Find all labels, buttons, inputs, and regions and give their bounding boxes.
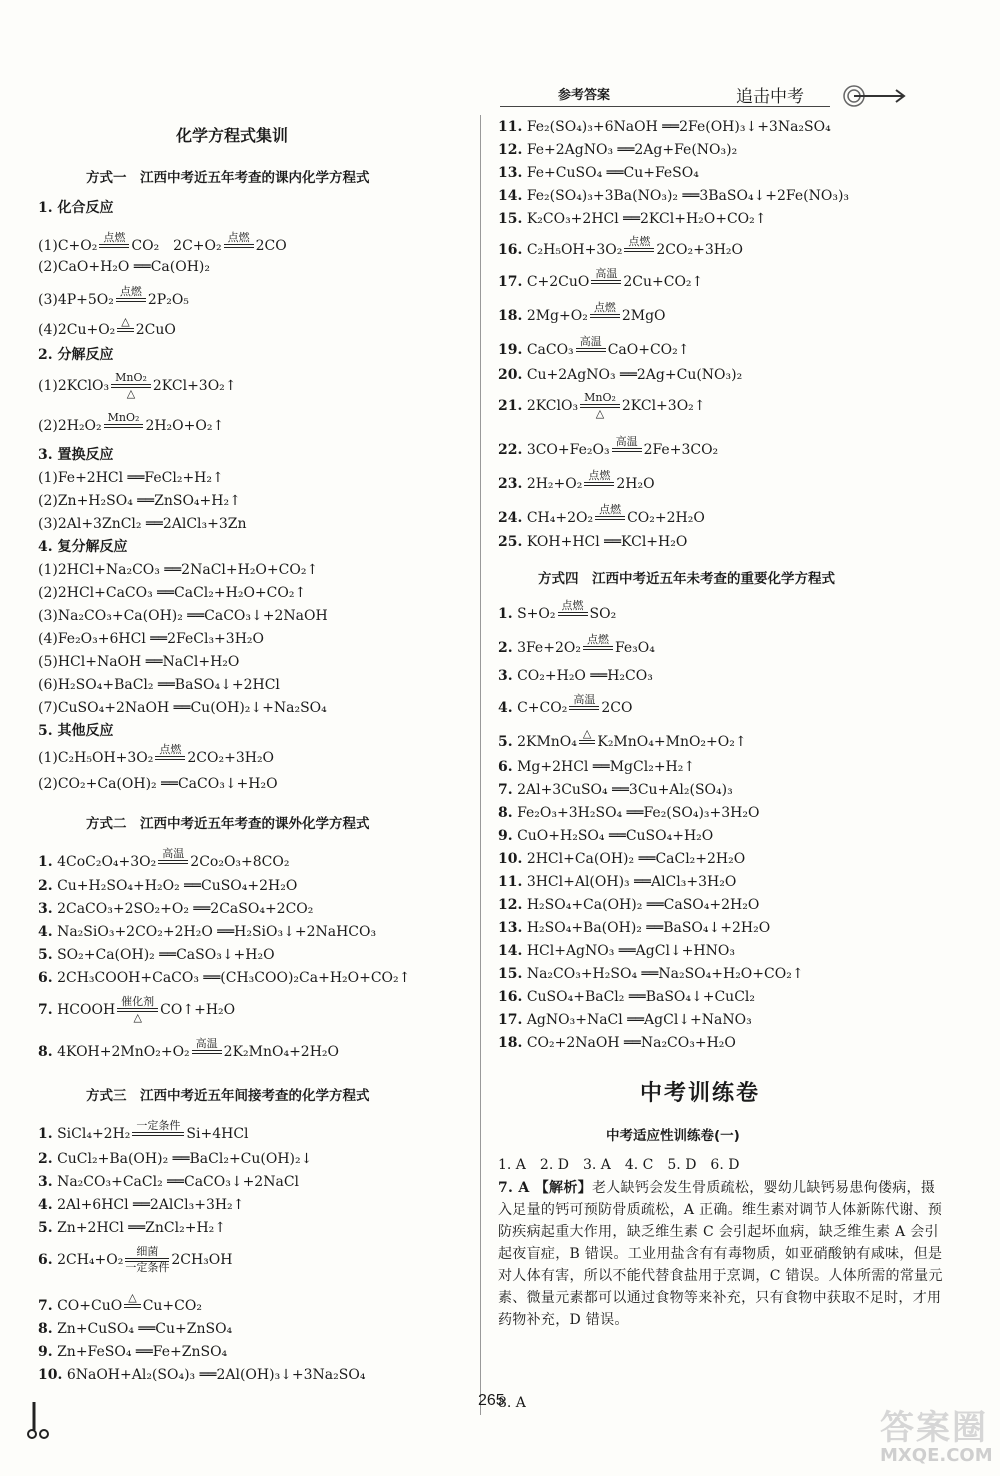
section-title: 化学方程式集训: [176, 126, 289, 145]
header-label: 参考答案: [558, 88, 611, 103]
equation: 8. 4KOH+2MnO₂+O₂ 高温 2K₂MnO₄+2H₂O: [38, 1037, 340, 1060]
equation: (1)Fe+2HCl ══FeCl₂+H₂↑: [38, 470, 224, 486]
equation: (1)2KClO₃ MnO₂ △ 2KCl+3O₂↑: [38, 371, 237, 400]
equation: 23. 2H₂+O₂ 点燃 2H₂O: [498, 469, 655, 492]
equation: 18. CO₂+2NaOH ══Na₂CO₃+H₂O: [498, 1035, 736, 1051]
subheading-displacement: 3. 置换反应: [38, 447, 114, 463]
equation: 7. 2Al+3CuSO₄ ══3Cu+Al₂(SO₄)₃: [498, 782, 733, 798]
subheading-decomposition: 2. 分解反应: [38, 347, 114, 363]
equation: 4. C+CO₂ 高温 2CO: [498, 693, 633, 716]
equation: (5)HCl+NaOH ══NaCl+H₂O: [38, 654, 240, 670]
equation: 3. Na₂CO₃+CaCl₂ ══CaCO₃↓+2NaCl: [38, 1174, 300, 1190]
equation: 10. 2HCl+Ca(OH)₂ ══CaCl₂+2H₂O: [498, 851, 746, 867]
header-brand: 追击中考: [736, 87, 804, 107]
equation: (3)4P+5O₂ 点燃 2P₂O₅: [38, 285, 189, 308]
answer-8: 8. A: [498, 1395, 526, 1411]
equation: 17. C+2CuO 高温 2Cu+CO₂↑: [498, 267, 704, 290]
equation: 6. Mg+2HCl ══MgCl₂+H₂↑: [498, 759, 696, 775]
equation: (6)H₂SO₄+BaCl₂ ══BaSO₄↓+2HCl: [38, 677, 280, 693]
equation: 6. 2CH₃COOH+CaCO₃ ══(CH₃COO)₂Ca+H₂O+CO₂↑: [38, 970, 411, 986]
equation: (1)C+O₂ 点燃 CO₂ 2C+O₂ 点燃 2CO: [38, 231, 287, 254]
equation: 14. HCl+AgNO₃ ══AgCl↓+HNO₃: [498, 943, 735, 959]
equation: 8. Zn+CuSO₄ ══Cu+ZnSO₄: [38, 1321, 233, 1337]
method-3-heading: 方式三 江西中考近五年间接考查的化学方程式: [86, 1088, 370, 1104]
equation: 15. K₂CO₃+2HCl ══2KCl+H₂O+CO₂↑: [498, 211, 767, 227]
equation: 10. 6NaOH+Al₂(SO₄)₃ ══2Al(OH)₃↓+3Na₂SO₄: [38, 1367, 366, 1383]
equation: 3. CO₂+H₂O ══H₂CO₃: [498, 668, 653, 684]
equation: (2)2H₂O₂ MnO₂ 2H₂O+O₂↑: [38, 411, 225, 434]
equation: 21. 2KClO₃ MnO₂ △ 2KCl+3O₂↑: [498, 391, 706, 420]
equation: 12. Fe+2AgNO₃ ══2Ag+Fe(NO₃)₂: [498, 142, 738, 158]
method-2-heading: 方式二 江西中考近五年考查的课外化学方程式: [86, 816, 370, 832]
equation: 5. Zn+2HCl ══ZnCl₂+H₂↑: [38, 1220, 226, 1236]
equation: 5. SO₂+Ca(OH)₂ ══CaSO₃↓+H₂O: [38, 947, 275, 963]
page-number: 265: [478, 1392, 505, 1409]
watermark-text: 答案圈: [880, 1408, 988, 1448]
equation: (4)Fe₂O₃+6HCl ══2FeCl₃+3H₂O: [38, 631, 264, 647]
equation: (3)2Al+3ZnCl₂ ══2AlCl₃+3Zn: [38, 516, 247, 532]
equation: 22. 3CO+Fe₂O₃ 高温 2Fe+3CO₂: [498, 435, 719, 458]
equation: 9. CuO+H₂SO₄ ══CuSO₄+H₂O: [498, 828, 714, 844]
equation: 11. 3HCl+Al(OH)₃ ══AlCl₃+3H₂O: [498, 874, 737, 890]
equation: 12. H₂SO₄+Ca(OH)₂ ══CaSO₄+2H₂O: [498, 897, 760, 913]
equation: 16. CuSO₄+BaCl₂ ══BaSO₄↓+CuCl₂: [498, 989, 756, 1005]
method-1-heading: 方式一 江西中考近五年考查的课内化学方程式: [86, 170, 370, 186]
subheading-other: 5. 其他反应: [38, 723, 114, 739]
method-4-heading: 方式四 江西中考近五年未考查的重要化学方程式: [538, 571, 835, 587]
equation: (3)Na₂CO₃+Ca(OH)₂ ══CaCO₃↓+2NaOH: [38, 608, 328, 624]
equation: 11. Fe₂(SO₄)₃+6NaOH ══2Fe(OH)₃↓+3Na₂SO₄: [498, 119, 831, 135]
equation: (7)CuSO₄+2NaOH ══Cu(OH)₂↓+Na₂SO₄: [38, 700, 327, 716]
scissors-icon: [24, 1400, 54, 1440]
exam-section-title: 中考训练卷: [640, 1081, 761, 1106]
equation: 20. Cu+2AgNO₃ ══2Ag+Cu(NO₃)₂: [498, 367, 743, 383]
equation: 17. AgNO₃+NaCl ══AgCl↓+NaNO₃: [498, 1012, 752, 1028]
subheading-double-displacement: 4. 复分解反应: [38, 539, 128, 555]
equation: 1. 4CoC₂O₄+3O₂ 高温 2Co₂O₃+8CO₂: [38, 847, 290, 870]
watermark-url: MXQE.COM: [880, 1445, 993, 1466]
equation: 4. 2Al+6HCl ══2AlCl₃+3H₂↑: [38, 1197, 245, 1213]
equation: 13. Fe+CuSO₄ ══Cu+FeSO₄: [498, 165, 699, 181]
equation: (1)C₂H₅OH+3O₂ 点燃 2CO₂+3H₂O: [38, 743, 275, 766]
column-divider: [480, 115, 481, 1415]
equation: 5. 2KMnO₄ △ K₂MnO₄+MnO₂+O₂↑: [498, 727, 747, 750]
answer-list: 1. A 2. D 3. A 4. C 5. D 6. D: [498, 1157, 740, 1173]
exam-subtitle: 中考适应性训练卷(一): [606, 1128, 740, 1144]
site-watermark: [880, 1400, 993, 1466]
equation: 6. 2CH₄+O₂ 细菌 一定条件 2CH₃OH: [38, 1245, 233, 1274]
equation: 7. CO+CuO △ Cu+CO₂: [38, 1291, 202, 1314]
equation: (2)Zn+H₂SO₄ ══ZnSO₄+H₂↑: [38, 493, 241, 509]
equation: 19. CaCO₃ 高温 CaO+CO₂↑: [498, 335, 690, 358]
equation: 13. H₂SO₄+Ba(OH)₂ ══BaSO₄↓+2H₂O: [498, 920, 771, 936]
equation: 2. CuCl₂+Ba(OH)₂ ══BaCl₂+Cu(OH)₂↓: [38, 1151, 313, 1167]
equation: (4)2Cu+O₂ △ 2CuO: [38, 315, 176, 338]
target-arrow-icon: [840, 84, 910, 108]
equation: (2)CaO+H₂O ══Ca(OH)₂: [38, 259, 210, 275]
equation: 9. Zn+FeSO₄ ══Fe+ZnSO₄: [38, 1344, 228, 1360]
subheading-combination: 1. 化合反应: [38, 200, 114, 216]
equation: 24. CH₄+2O₂ 点燃 CO₂+2H₂O: [498, 503, 705, 526]
equation: (2)CO₂+Ca(OH)₂ ══CaCO₃↓+H₂O: [38, 776, 278, 792]
equation: 1. SiCl₄+2H₂ 一定条件 Si+4HCl: [38, 1119, 249, 1142]
equation: 15. Na₂CO₃+H₂SO₄ ══Na₂SO₄+H₂O+CO₂↑: [498, 966, 804, 982]
equation: 18. 2Mg+O₂ 点燃 2MgO: [498, 301, 666, 324]
answer-explanation: 7. A 【解析】老人缺钙会发生骨质疏松，婴幼儿缺钙易患佝偻病，摄入足量的钙可预防骨质疏松，A 正确。维生素对调节人体新陈代谢、预防疾病起重大作用，缺乏维生素 C 会引起坏血病，缺乏维生素 A 会引起夜盲症，B 错误。工业用盐含有有毒物质，如亚硝酸钠有咸味，但是对人体有害，所以不能代替食盐用于烹调，C 错误。人体所需的常量元素、微量元素都可以通过食物等来补充，只有食物中获取不足时，才用药物补充，D 错误。: [498, 1180, 943, 1328]
page-header: [500, 84, 920, 108]
equation: 2. Cu+H₂SO₄+H₂O₂ ══CuSO₄+2H₂O: [38, 878, 298, 894]
equation: 7. HCOOH 催化剂 △ CO↑+H₂O: [38, 995, 236, 1024]
equation: 16. C₂H₅OH+3O₂ 点燃 2CO₂+3H₂O: [498, 235, 744, 258]
equation: 2. 3Fe+2O₂ 点燃 Fe₃O₄: [498, 633, 655, 656]
equation: 1. S+O₂ 点燃 SO₂: [498, 599, 617, 622]
equation: (1)2HCl+Na₂CO₃ ══2NaCl+H₂O+CO₂↑: [38, 562, 319, 578]
equation: (2)2HCl+CaCO₃ ══CaCl₂+H₂O+CO₂↑: [38, 585, 307, 601]
equation: 8. Fe₂O₃+3H₂SO₄ ══Fe₂(SO₄)₃+3H₂O: [498, 805, 760, 821]
equation: 3. 2CaCO₃+2SO₂+O₂ ══2CaSO₄+2CO₂: [38, 901, 314, 917]
equation: 14. Fe₂(SO₄)₃+3Ba(NO₃)₂ ══3BaSO₄↓+2Fe(NO₃)₃: [498, 188, 850, 204]
equation: 25. KOH+HCl ══KCl+H₂O: [498, 534, 688, 550]
equation: 4. Na₂SiO₃+2CO₂+2H₂O ══H₂SiO₃↓+2NaHCO₃: [38, 924, 377, 940]
